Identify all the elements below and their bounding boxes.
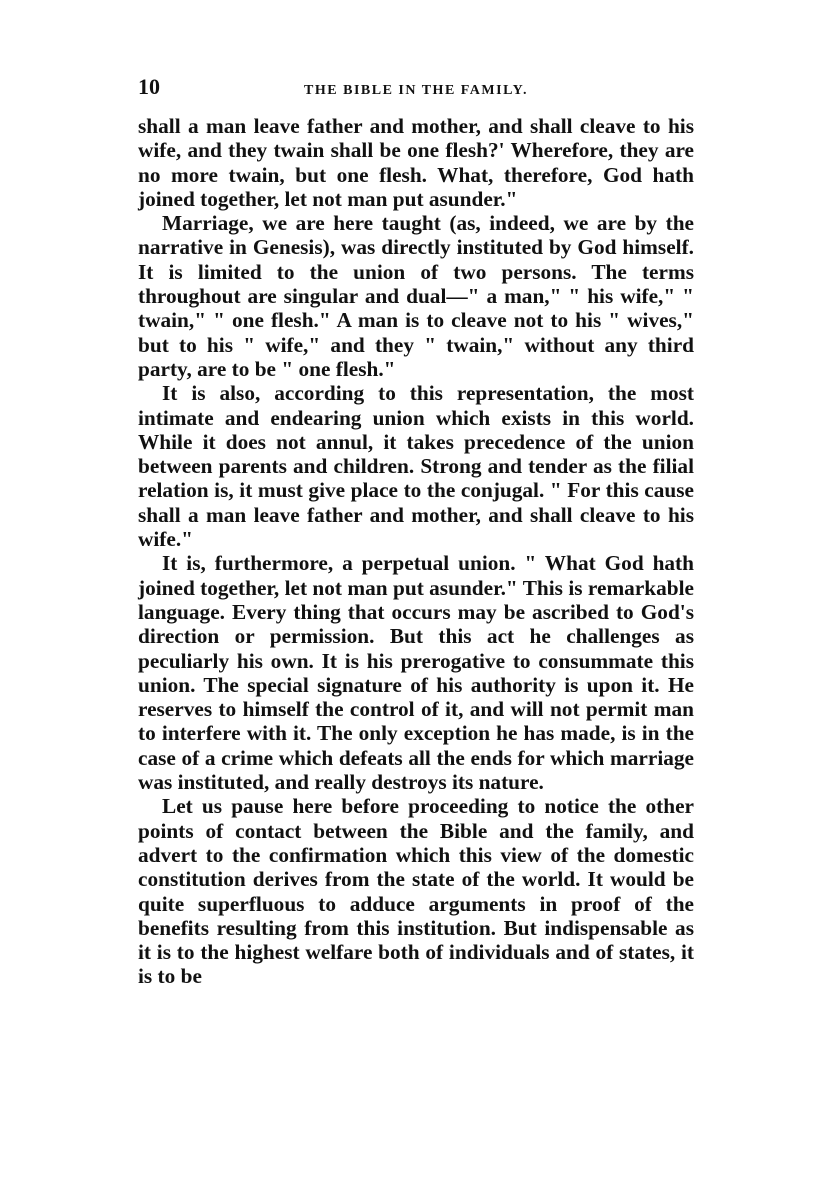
paragraph-4: It is, furthermore, a perpetual union. " What God hath joined together, let not man put asunder." This is remarkable language. Every thing that occurs may be ascribed to God's direction or permission. But this act he challenges as peculiarly his own. It is his prerogative to consummate this union. The special signature of his authority is upon it. He reserves to himself the control of it, and will not permit man to interfere with it. The only exception he has made, is in the case of a crime which defeats all the ends for which marriage was instituted, and really destroys its nature. xyxy=(138,551,694,795)
running-title: THE BIBLE IN THE FAMILY. xyxy=(304,83,528,98)
paragraph-5: Let us pause here before proceeding to notice the other points of contact between the Bible and the family, and advert to the confirmation which this view of the domestic constitution derives from the state of the world. It would be quite superfluous to adduce arguments in proof of the benefits resulting from this institution. But indispensable as it is to the highest welfare both of individuals and of states, it is to be xyxy=(138,794,694,989)
paragraph-2: Marriage, we are here taught (as, indeed, we are by the narrative in Genesis), was directly instituted by God himself. It is limited to the union of two persons. The terms throughout are singular and dual—" a man," " his wife," " twain," " one flesh." A man is to cleave not to his " wives," but to his " wife," and they " twain," without any third party, are to be " one flesh." xyxy=(138,211,694,381)
page-number: 10 xyxy=(138,74,160,99)
running-head xyxy=(138,74,694,104)
body-text xyxy=(138,114,694,989)
paragraph-1: shall a man leave father and mother, and shall cleave to his wife, and they twain shall be one flesh?' Wherefore, they are no more twain, but one flesh. What, therefore, God hath joined together, let not man put asunder." xyxy=(138,114,694,211)
paragraph-3: It is also, according to this representation, the most intimate and endearing union which exists in this world. While it does not annul, it takes precedence of the union between parents and children. Strong and tender as the filial relation is, it must give place to the conjugal. " For this cause shall a man leave father and mother, and shall cleave to his wife." xyxy=(138,381,694,552)
book-page xyxy=(138,74,694,989)
